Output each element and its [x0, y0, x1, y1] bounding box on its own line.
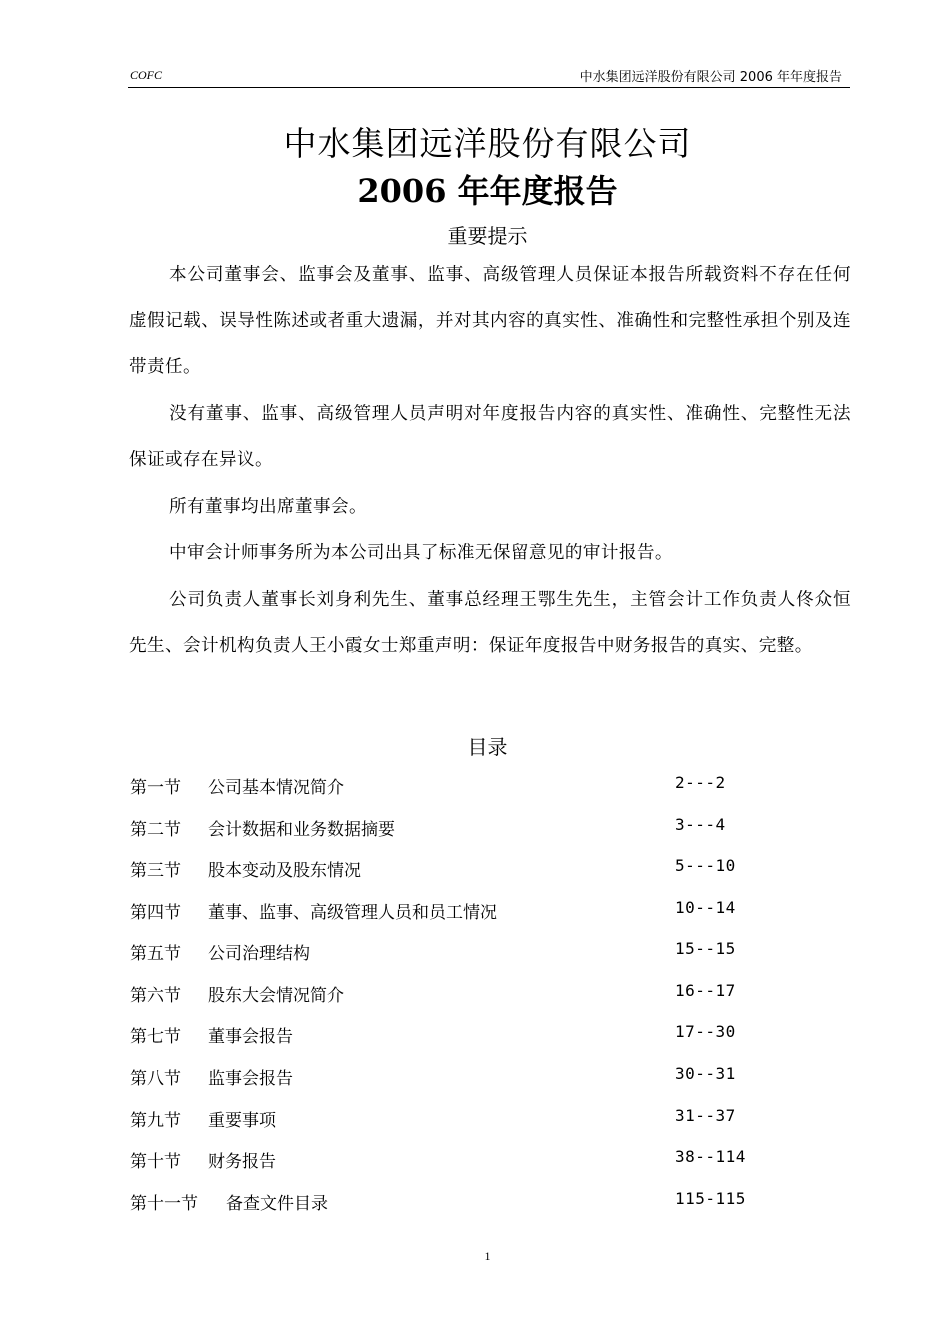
toc-item: [130, 939, 810, 979]
toc-item-name: 股东大会情况简介: [208, 986, 344, 1006]
toc-item: [130, 1189, 810, 1229]
toc-item: [130, 1147, 810, 1187]
toc-item: [130, 1106, 810, 1146]
toc-item-name: 董事会报告: [208, 1027, 293, 1047]
toc-item-section: 第二节: [130, 820, 181, 840]
header-report-title: 中水集团远洋股份有限公司 2006 年年度报告: [579, 70, 842, 85]
toc-item-pages: 17--30: [675, 1022, 736, 1041]
toc-item-section: 第五节: [130, 944, 181, 964]
toc-item-name: 公司基本情况简介: [208, 778, 344, 798]
notice-paragraph: 所有董事均出席董事会。: [169, 497, 367, 517]
toc-item: [130, 1064, 810, 1104]
toc-item-pages: 115-115: [675, 1189, 746, 1208]
toc-item: [130, 773, 810, 813]
toc-item: [130, 981, 810, 1021]
toc-item-section: 第七节: [130, 1027, 181, 1047]
notice-paragraph: 中审会计师事务所为本公司出具了标准无保留意见的审计报告。: [169, 543, 673, 563]
toc-item-pages: 38--114: [675, 1147, 746, 1166]
toc-item: [130, 856, 810, 896]
toc-item-name: 备查文件目录: [226, 1194, 328, 1214]
header-divider: [128, 87, 850, 88]
page-number: 1: [484, 1249, 491, 1263]
toc-item-section: 第八节: [130, 1069, 181, 1089]
toc-item-section: 第一节: [130, 778, 181, 798]
toc-item-pages: 30--31: [675, 1064, 736, 1083]
toc-heading: 目录: [467, 735, 508, 759]
toc-item-pages: 2---2: [675, 773, 726, 792]
toc-item-pages: 10--14: [675, 898, 736, 917]
toc-item-pages: 3---4: [675, 815, 726, 834]
toc-item-pages: 31--37: [675, 1106, 736, 1125]
toc-item-pages: 15--15: [675, 939, 736, 958]
notice-heading: 重要提示: [447, 224, 528, 248]
toc-item: [130, 815, 810, 855]
toc-item-name: 财务报告: [208, 1152, 276, 1172]
toc-item-name: 监事会报告: [208, 1069, 293, 1089]
notice-paragraph: 本公司董事会、监事会及董事、监事、高级管理人员保证本报告所载资料不存在任何虚假记载、误导性陈述或者重大遗漏，并对其内容的真实性、准确性和完整性承担个别及连带责任。: [129, 265, 851, 377]
toc-item: [130, 898, 810, 938]
toc-item-pages: 5---10: [675, 856, 736, 875]
notice-paragraph: 公司负责人董事长刘身利先生、董事总经理王鄂生先生，主管会计工作负责人佟众恒先生、会计机构负责人王小霞女士郑重声明：保证年度报告中财务报告的真实、完整。: [129, 590, 851, 656]
toc-item-name: 会计数据和业务数据摘要: [208, 820, 395, 840]
toc-item-section: 第十节: [130, 1152, 181, 1172]
toc-item-name: 重要事项: [208, 1111, 276, 1131]
toc-item-name: 股本变动及股东情况: [208, 861, 361, 881]
company-title: 中水集团远洋股份有限公司: [283, 124, 692, 163]
toc-item-pages: 16--17: [675, 981, 736, 1000]
toc-item-section: 第六节: [130, 986, 181, 1006]
header-logo-text: COFC: [130, 68, 163, 82]
toc-item-name: 董事、监事、高级管理人员和员工情况: [208, 903, 497, 923]
toc-item-section: 第四节: [130, 903, 181, 923]
toc-item-name: 公司治理结构: [208, 944, 310, 964]
notice-paragraph: 没有董事、监事、高级管理人员声明对年度报告内容的真实性、准确性、完整性无法保证或存在异议。: [129, 404, 851, 470]
toc-item-section: 第十一节: [130, 1194, 198, 1214]
toc-item-section: 第三节: [130, 861, 181, 881]
toc-item-section: 第九节: [130, 1111, 181, 1131]
toc-item: [130, 1022, 810, 1062]
report-title: 2006 年年度报告: [357, 172, 618, 210]
